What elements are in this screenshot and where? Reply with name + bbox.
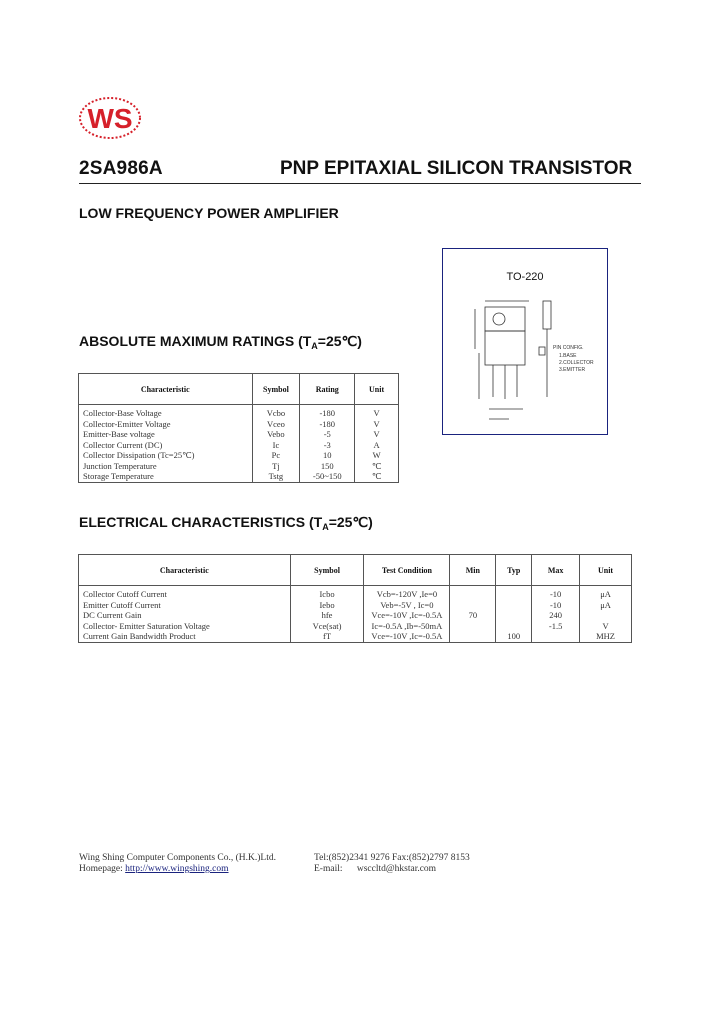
table-cell: Vcb=-120V ,Ie=0 <box>364 586 450 600</box>
page-title: PNP EPITAXIAL SILICON TRANSISTOR <box>280 158 633 179</box>
table-cell: Pc <box>252 450 300 461</box>
table-cell: 150 <box>300 461 355 472</box>
table-cell: Ic <box>252 440 300 451</box>
table-cell: 10 <box>300 450 355 461</box>
table-cell: Icbo <box>290 586 364 600</box>
column-header: Characteristic <box>79 555 291 586</box>
table-cell: Emitter Cutoff Current <box>79 600 291 611</box>
table-header-row <box>79 555 632 586</box>
table-cell: Collector-Base Voltage <box>79 405 253 419</box>
table-cell: -3 <box>300 440 355 451</box>
table-row <box>79 419 399 430</box>
table-cell: Collector Cutoff Current <box>79 586 291 600</box>
abs-max-ratings-table <box>78 373 399 483</box>
package-drawing <box>443 249 609 436</box>
homepage-line <box>79 864 276 875</box>
table-cell: 70 <box>450 610 496 621</box>
column-header: Typ <box>496 555 532 586</box>
column-header: Symbol <box>252 374 300 405</box>
table-row <box>79 586 632 600</box>
column-header: Min <box>450 555 496 586</box>
email-label: E-mail: <box>314 864 343 874</box>
table-cell: MHZ <box>580 631 632 642</box>
phone-fax: Tel:(852)2341 9276 Fax:(852)2797 8153 <box>314 853 470 863</box>
table-cell: μA <box>580 600 632 611</box>
pin-1-label: 1.BASE <box>559 353 577 359</box>
table-cell: V <box>355 419 399 430</box>
table-cell <box>496 621 532 632</box>
table-header-row <box>79 374 399 405</box>
table-cell: ℃ <box>355 461 399 472</box>
table-cell <box>450 600 496 611</box>
table-cell: -5 <box>300 429 355 440</box>
electrical-heading: ELECTRICAL CHARACTERISTICS $(T_A=25℃)$ <box>79 514 373 532</box>
table-cell <box>496 610 532 621</box>
homepage-link[interactable]: http://www.wingshing.com <box>125 864 229 874</box>
table-cell: μA <box>580 586 632 600</box>
column-header: Test Condition <box>364 555 450 586</box>
pin-2-label: 2.COLLECTOR <box>559 360 594 366</box>
table-cell <box>496 586 532 600</box>
table-cell: -180 <box>300 419 355 430</box>
table-cell: hfe <box>290 610 364 621</box>
homepage-label: Homepage: <box>79 864 123 874</box>
table-cell <box>532 631 580 642</box>
table-row <box>79 405 399 419</box>
abs-max-heading: ABSOLUTE MAXIMUM RATINGS $(T_A=25℃)$ <box>79 333 362 351</box>
table-cell: Junction Temperature <box>79 461 253 472</box>
table-cell <box>450 621 496 632</box>
table-cell: Collector-Emitter Voltage <box>79 419 253 430</box>
table-cell: V <box>355 405 399 419</box>
table-cell: Vce(sat) <box>290 621 364 632</box>
table-cell: Veb=-5V , Ic=0 <box>364 600 450 611</box>
table-cell: V <box>580 621 632 632</box>
table-cell: Vceo <box>252 419 300 430</box>
footer-right <box>314 853 470 875</box>
table-cell: V <box>355 429 399 440</box>
table-cell: -180 <box>300 405 355 419</box>
table-cell: Vebo <box>252 429 300 440</box>
table-cell: Vcbo <box>252 405 300 419</box>
table-cell: Iebo <box>290 600 364 611</box>
table-row <box>79 429 399 440</box>
table-row <box>79 631 632 642</box>
table-cell: -10 <box>532 586 580 600</box>
table-row <box>79 621 632 632</box>
company-name: Wing Shing Computer Components Co., (H.K.)Ltd. <box>79 853 276 863</box>
table-cell <box>496 600 532 611</box>
company-logo <box>78 96 142 140</box>
table-cell: 100 <box>496 631 532 642</box>
table-row <box>79 600 632 611</box>
column-header: Rating <box>300 374 355 405</box>
table-cell <box>450 586 496 600</box>
table-row <box>79 440 399 451</box>
pin-config-title: PIN CONFIG. <box>553 345 584 351</box>
table-row <box>79 610 632 621</box>
column-header: Unit <box>355 374 399 405</box>
email-line <box>314 864 470 875</box>
table-cell: Storage Temperature <box>79 471 253 482</box>
table-cell: Vce=-10V ,Ic=-0.5A <box>364 631 450 642</box>
table-cell: Emitter-Base voltage <box>79 429 253 440</box>
header-divider <box>79 183 641 184</box>
table-cell: -50~150 <box>300 471 355 482</box>
table-cell: Collector- Emitter Saturation Voltage <box>79 621 291 632</box>
table-row <box>79 471 399 482</box>
pin-3-label: 3.EMITTER <box>559 367 586 373</box>
column-header: Characteristic <box>79 374 253 405</box>
footer-left <box>79 853 276 875</box>
electrical-characteristics-table <box>78 554 632 643</box>
table-cell: Collector Dissipation (Tc=25℃) <box>79 450 253 461</box>
table-cell: Ic=-0.5A ,Ib=-50mA <box>364 621 450 632</box>
table-cell: DC Current Gain <box>79 610 291 621</box>
application-subtitle: LOW FREQUENCY POWER AMPLIFIER <box>79 205 339 221</box>
table-cell: Tj <box>252 461 300 472</box>
logo-text: WS <box>87 103 133 134</box>
table-cell: Current Gain Bandwidth Product <box>79 631 291 642</box>
email-address[interactable]: wsccltd@hkstar.com <box>356 864 437 874</box>
package-name: TO-220 <box>506 271 544 283</box>
table-cell <box>580 610 632 621</box>
table-cell: -1.5 <box>532 621 580 632</box>
table-cell: A <box>355 440 399 451</box>
package-outline <box>442 248 608 435</box>
table-row <box>79 461 399 472</box>
table-cell: Collector Current (DC) <box>79 440 253 451</box>
table-cell <box>450 631 496 642</box>
column-header: Unit <box>580 555 632 586</box>
part-number: 2SA986A <box>79 158 163 179</box>
table-row <box>79 450 399 461</box>
table-cell: W <box>355 450 399 461</box>
table-cell: -10 <box>532 600 580 611</box>
table-cell: 240 <box>532 610 580 621</box>
column-header: Max <box>532 555 580 586</box>
table-cell: ℃ <box>355 471 399 482</box>
table-cell: Vce=-10V ,Ic=-0.5A <box>364 610 450 621</box>
column-header: Symbol <box>290 555 364 586</box>
table-cell: fT <box>290 631 364 642</box>
table-cell: Tstg <box>252 471 300 482</box>
